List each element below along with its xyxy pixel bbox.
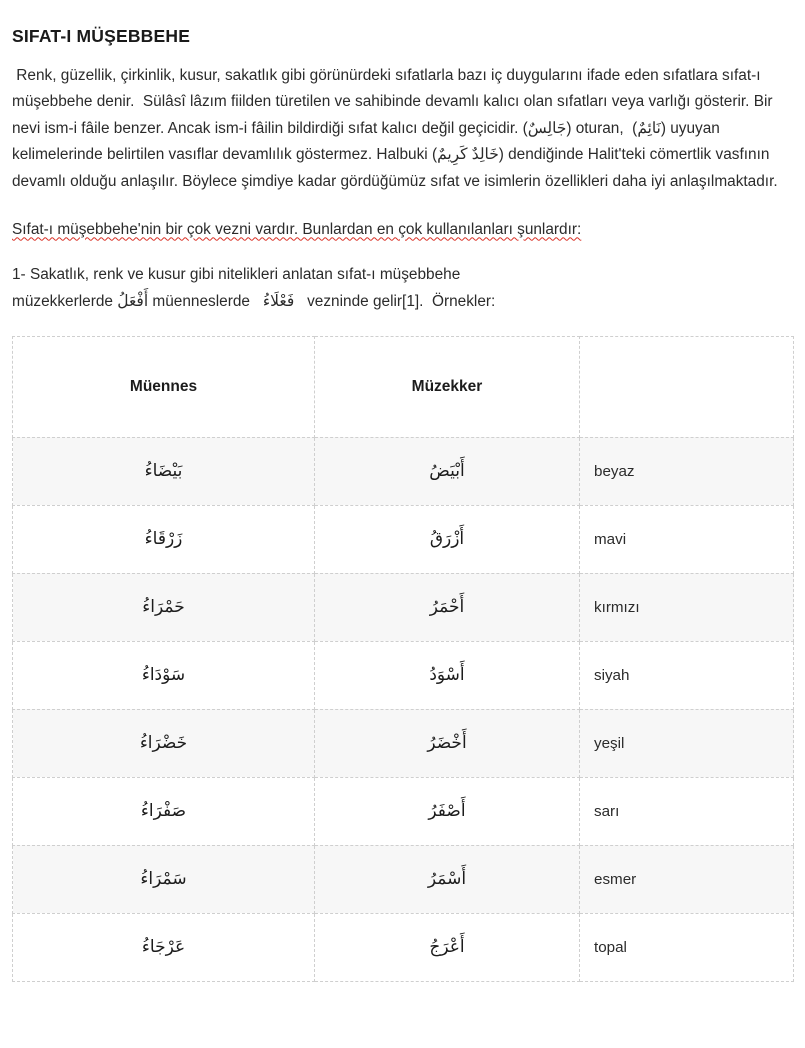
cell-meaning: yeşil (580, 709, 794, 777)
cell-muzekker: أَخْضَرُ (315, 709, 580, 777)
column-header-muzekker: Müzekker (315, 336, 580, 437)
rule-one-pattern-masculine: أَفْعَلُ (117, 292, 149, 311)
cell-muennes: سَمْرَاءُ (13, 845, 315, 913)
rule-one-text-a: müzekkerlerde (12, 293, 118, 311)
cell-muzekker: أَسْوَدُ (315, 641, 580, 709)
table-body (13, 437, 794, 981)
cell-muennes: صَفْرَاءُ (13, 777, 315, 845)
cell-muennes: بَيْضَاءُ (13, 437, 315, 505)
table-header (13, 336, 794, 437)
table-row (13, 777, 794, 845)
cell-muzekker: أَصْفَرُ (315, 777, 580, 845)
cell-meaning: mavi (580, 505, 794, 573)
cell-meaning: kırmızı (580, 573, 794, 641)
table-row (13, 709, 794, 777)
table-row (13, 913, 794, 981)
column-header-muennes: Müennes (13, 336, 315, 437)
column-header-meaning (580, 336, 794, 437)
table-row (13, 573, 794, 641)
examples-table (12, 336, 794, 982)
cell-meaning: beyaz (580, 437, 794, 505)
paragraph-definition: Renk, güzellik, çirkinlik, kusur, sakatlık gibi görünürdeki sıfatlarla bazı iç duygularını ifade eden sıfatlara sıfat-ı müşebbehe denir. Sülâsî lâzım fiilden türetilen ve sahibinde devamlı kalıcı olan sıfatları veya varlığı gösterir. Bir nevi ism-i fâile benzer. Ancak ism-i fâilin bildirdiği sıfat kalıcı değil geçicidir. (جَالِسٌ) oturan, (نَائِمٌ) uyuyan kelimelerinde belirtilen vasıflar devamlılık göstermez. Halbuki (خَالِدٌ كَرِيمٌ) dendiğinde Halit'teki cömertlik vasfının devamlı olduğu anlaşılır. Böylece şimdiye kadar gördüğümüz sıfat ve isimlerin özellikleri daha iyi anlaşılmaktadır. (12, 67, 778, 190)
cell-muennes: حَمْرَاءُ (13, 573, 315, 641)
rule-one-line2 (12, 288, 793, 315)
cell-muzekker: أَسْمَرُ (315, 845, 580, 913)
cell-meaning: esmer (580, 845, 794, 913)
cell-muzekker: أَزْرَقُ (315, 505, 580, 573)
spellcheck-text: Sıfat-ı müşebbehe'nin bir çok vezni vardır. Bunlardan en çok kullanılanları şunlardır: (12, 221, 582, 239)
table-row (13, 437, 794, 505)
paragraph-vezin-intro (12, 217, 793, 243)
rule-one-pattern-feminine: فَعْلَاءُ (262, 292, 295, 311)
cell-meaning: sarı (580, 777, 794, 845)
table-row (13, 641, 794, 709)
rule-one-text-c: vezninde gelir[1]. Örnekler: (294, 293, 496, 311)
cell-muzekker: أَحْمَرُ (315, 573, 580, 641)
rule-one (12, 262, 793, 316)
table-header-row (13, 336, 794, 437)
table-row (13, 845, 794, 913)
cell-meaning: topal (580, 913, 794, 981)
cell-muennes: خَضْرَاءُ (13, 709, 315, 777)
rule-one-text-b: müenneslerde (148, 293, 263, 311)
cell-muennes: زَرْقَاءُ (13, 505, 315, 573)
cell-muzekker: أَبْيَضُ (315, 437, 580, 505)
cell-muennes: عَرْجَاءُ (13, 913, 315, 981)
cell-muzekker: أَعْرَجُ (315, 913, 580, 981)
table-row (13, 505, 794, 573)
page-title: SIFAT-I MÜŞEBBEHE (12, 26, 191, 46)
cell-muennes: سَوْدَاءُ (13, 641, 315, 709)
rule-one-line1: 1- Sakatlık, renk ve kusur gibi nitelikleri anlatan sıfat-ı müşebbehe (12, 265, 461, 283)
cell-meaning: siyah (580, 641, 794, 709)
